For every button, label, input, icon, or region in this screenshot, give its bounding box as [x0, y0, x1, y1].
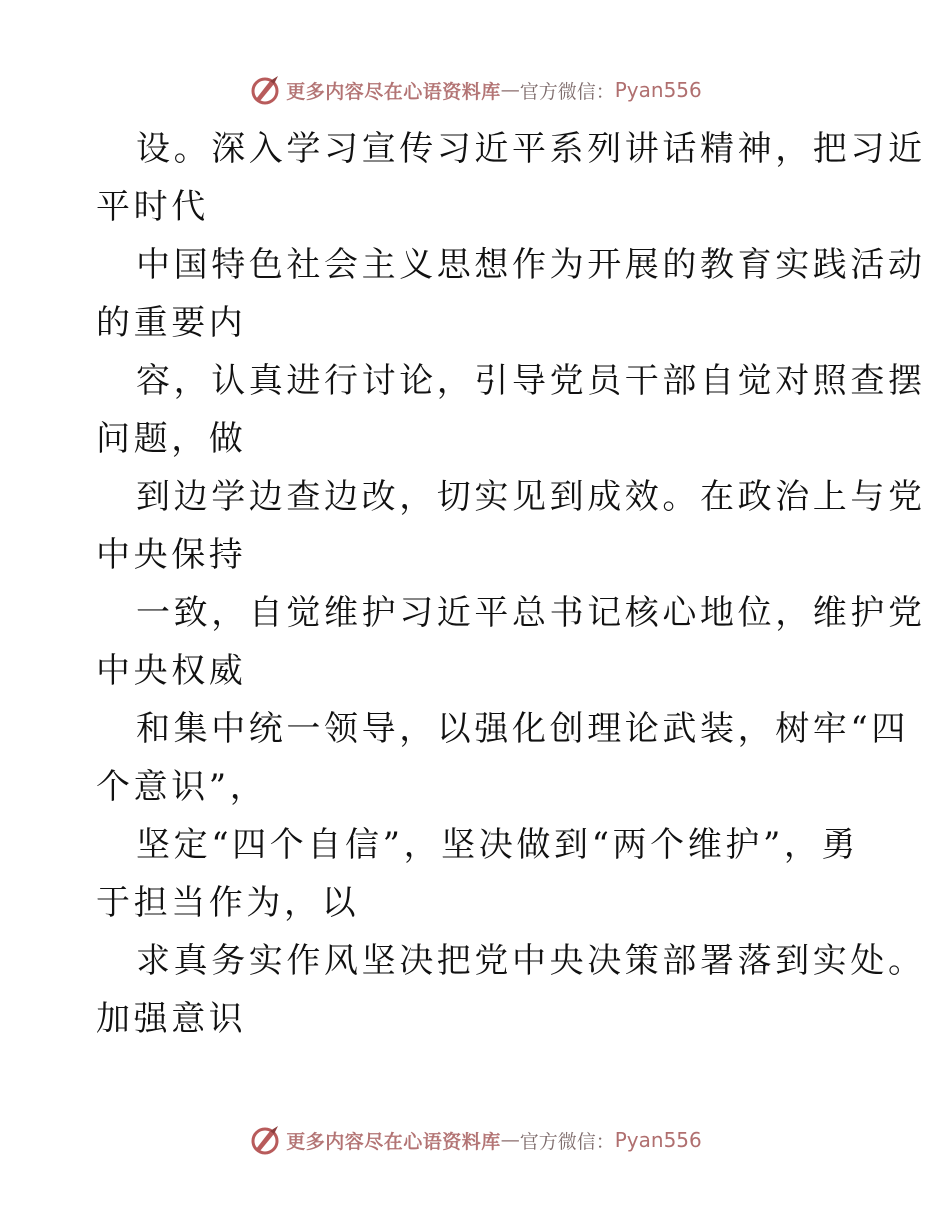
body-line: 中央保持	[96, 535, 247, 575]
body-line: 和集中统一领导，以强化创理论武装，树牢“四	[136, 709, 909, 749]
watermark-separator: —	[500, 1129, 520, 1151]
body-line: 求真务实作风坚决把党中央决策部署落到实处。	[136, 941, 926, 981]
watermark-brand-text: 更多内容尽在心语资料库	[286, 1130, 501, 1153]
body-line: 一致，自觉维护习近平总书记核心地位，维护党	[136, 593, 926, 633]
document-body	[96, 120, 926, 1048]
quill-pen-logo-icon	[248, 1123, 282, 1157]
body-line: 问题，做	[96, 419, 247, 459]
watermark-wechat-id: Pyan556	[614, 1128, 702, 1152]
body-line: 个意识”，	[96, 767, 268, 807]
body-line: 中国特色社会主义思想作为开展的教育实践活动	[136, 245, 926, 285]
watermark-wechat-label: 官方微信：	[519, 1130, 615, 1153]
body-line: 到边学边查边改，切实见到成效。在政治上与党	[136, 477, 926, 517]
watermark-brand-text: 更多内容尽在心语资料库	[286, 80, 501, 103]
header-watermark	[0, 70, 950, 110]
footer-watermark	[0, 1120, 950, 1160]
body-line: 坚定“四个自信”，坚决做到“两个维护”，勇	[136, 825, 860, 865]
watermark-wechat-id: Pyan556	[614, 78, 702, 102]
body-line: 中央权威	[96, 651, 247, 691]
watermark-separator: —	[500, 79, 520, 101]
watermark-wechat-label: 官方微信：	[519, 80, 615, 103]
body-line: 平时代	[96, 187, 209, 227]
body-line: 设。深入学习宣传习近平系列讲话精神，把习近	[136, 129, 926, 169]
body-line: 于担当作为，以	[96, 883, 360, 923]
body-line: 加强意识	[96, 999, 247, 1039]
body-line: 容，认真进行讨论，引导党员干部自觉对照查摆	[136, 361, 926, 401]
quill-pen-logo-icon	[248, 73, 282, 107]
body-line: 的重要内	[96, 303, 247, 343]
